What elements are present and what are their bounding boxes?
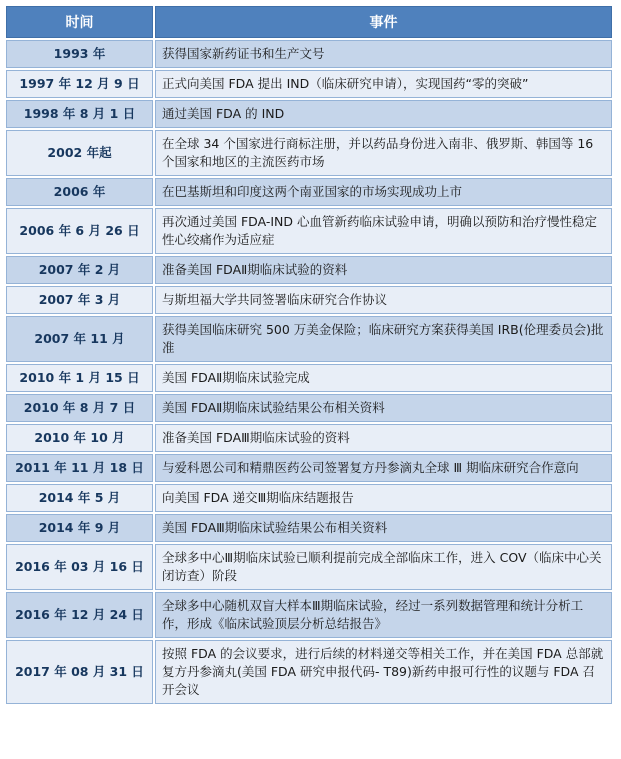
row-event: 获得美国临床研究 500 万美金保险；临床研究方案获得美国 IRB(伦理委员会)批准 (155, 316, 612, 362)
row-event: 再次通过美国 FDA-IND 心血管新药临床试验申请，明确以预防和治疗慢性稳定性心绞痛作为适应症 (155, 208, 612, 254)
table-row (6, 364, 612, 392)
table-row (6, 592, 612, 638)
table-row (6, 640, 612, 704)
row-date: 2010 年 8 月 7 日 (6, 394, 153, 422)
table-row (6, 286, 612, 314)
row-date: 2017 年 08 月 31 日 (6, 640, 153, 704)
row-date: 2014 年 9 月 (6, 514, 153, 542)
row-event: 通过美国 FDA 的 IND (155, 100, 612, 128)
row-date: 1993 年 (6, 40, 153, 68)
table-row (6, 454, 612, 482)
table-row (6, 484, 612, 512)
row-event: 全球多中心Ⅲ期临床试验已顺利提前完成全部临床工作，进入 COV（临床中心关闭访查）阶段 (155, 544, 612, 590)
table-row (6, 130, 612, 176)
table-row (6, 394, 612, 422)
row-event: 准备美国 FDAⅢ期临床试验的资料 (155, 424, 612, 452)
row-event: 获得国家新药证书和生产文号 (155, 40, 612, 68)
table-row (6, 544, 612, 590)
row-date: 2010 年 1 月 15 日 (6, 364, 153, 392)
date-column-header: 时间 (6, 6, 153, 38)
row-event: 美国 FDAⅡ期临床试验完成 (155, 364, 612, 392)
row-date: 2016 年 12 月 24 日 (6, 592, 153, 638)
row-event: 美国 FDAⅡ期临床试验结果公布相关资料 (155, 394, 612, 422)
table-row (6, 316, 612, 362)
table-row (6, 208, 612, 254)
row-event: 按照 FDA 的会议要求，进行后续的材料递交等相关工作，并在美国 FDA 总部就复方丹参滴丸(美国 FDA 研究申报代码- T89)新药申报可行性的议题与 FDA 召开会议 (155, 640, 612, 704)
row-date: 2011 年 11 月 18 日 (6, 454, 153, 482)
row-event: 美国 FDAⅢ期临床试验结果公布相关资料 (155, 514, 612, 542)
table-row (6, 514, 612, 542)
table-row (6, 424, 612, 452)
row-date: 2010 年 10 月 (6, 424, 153, 452)
header-row (6, 6, 612, 38)
row-date: 2007 年 11 月 (6, 316, 153, 362)
row-date: 1998 年 8 月 1 日 (6, 100, 153, 128)
row-event: 全球多中心随机双盲大样本Ⅲ期临床试验，经过一系列数据管理和统计分析工作，形成《临床试验顶层分析总结报告》 (155, 592, 612, 638)
row-event: 在巴基斯坦和印度这两个南亚国家的市场实现成功上市 (155, 178, 612, 206)
table-row (6, 178, 612, 206)
row-event: 与斯坦福大学共同签署临床研究合作协议 (155, 286, 612, 314)
timeline-body (6, 40, 612, 704)
row-date: 1997 年 12 月 9 日 (6, 70, 153, 98)
event-column-header: 事件 (155, 6, 612, 38)
row-date: 2016 年 03 月 16 日 (6, 544, 153, 590)
row-event: 与爱科恩公司和精鼎医药公司签署复方丹参滴丸全球 Ⅲ 期临床研究合作意向 (155, 454, 612, 482)
row-event: 向美国 FDA 递交Ⅲ期临床结题报告 (155, 484, 612, 512)
table-row (6, 70, 612, 98)
table-row (6, 256, 612, 284)
row-date: 2014 年 5 月 (6, 484, 153, 512)
table-row (6, 100, 612, 128)
row-event: 正式向美国 FDA 提出 IND（临床研究申请），实现国药“零的突破” (155, 70, 612, 98)
row-date: 2006 年 6 月 26 日 (6, 208, 153, 254)
row-date: 2002 年起 (6, 130, 153, 176)
row-date: 2007 年 2 月 (6, 256, 153, 284)
row-date: 2007 年 3 月 (6, 286, 153, 314)
row-event: 在全球 34 个国家进行商标注册，并以药品身份进入南非、俄罗斯、韩国等 16 个国家和地区的主流医药市场 (155, 130, 612, 176)
timeline-table (4, 4, 614, 706)
row-event: 准备美国 FDAⅡ期临床试验的资料 (155, 256, 612, 284)
table-row (6, 40, 612, 68)
row-date: 2006 年 (6, 178, 153, 206)
